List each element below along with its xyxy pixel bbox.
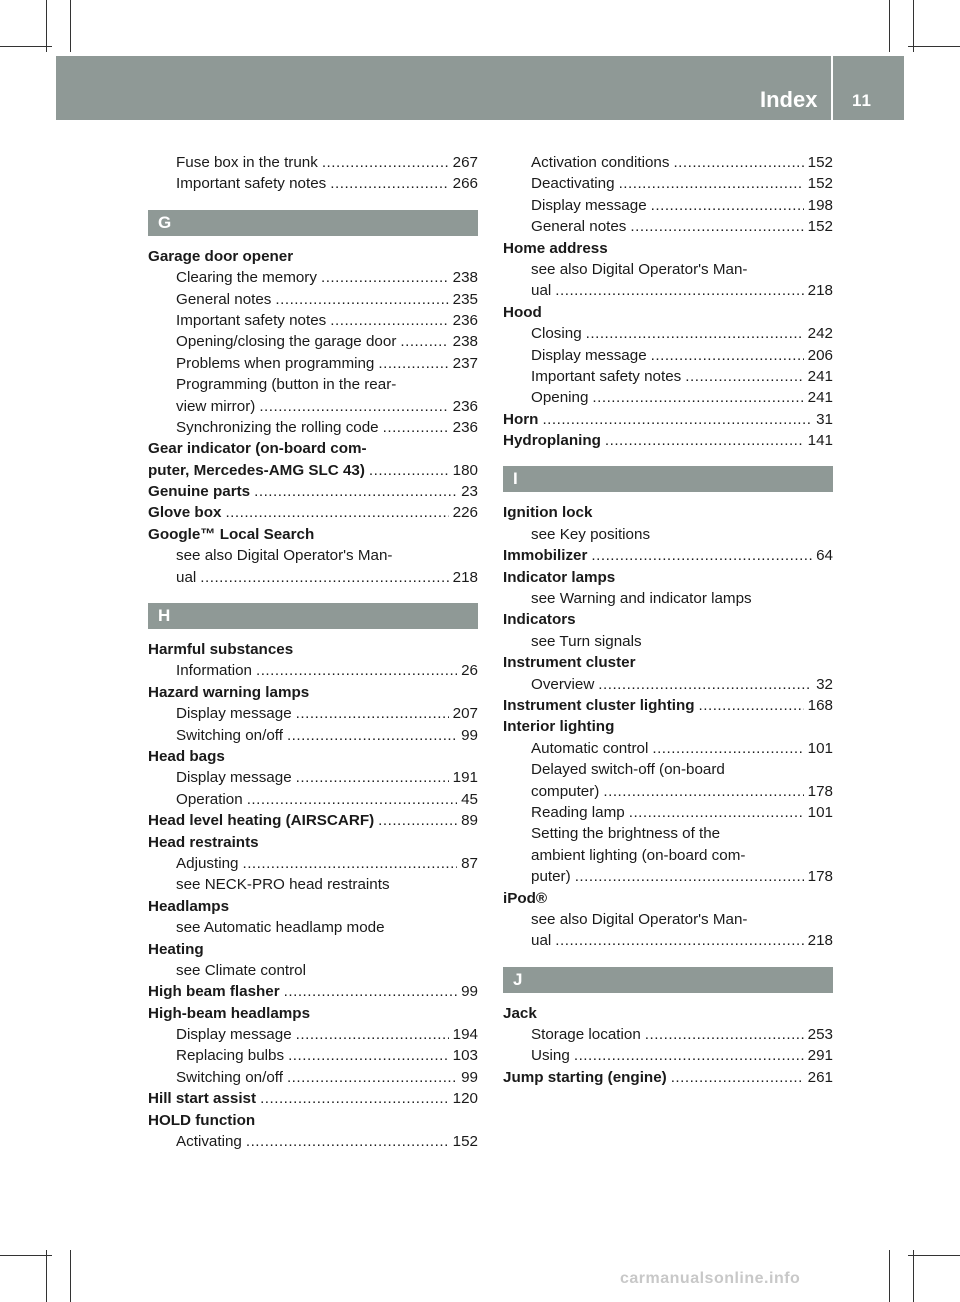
entry-label: Activation conditions bbox=[531, 154, 670, 171]
page-reference: 23 bbox=[461, 483, 478, 501]
page-reference: 242 bbox=[807, 325, 833, 343]
page-reference: 241 bbox=[807, 389, 833, 407]
crop-mark bbox=[889, 0, 890, 52]
page-reference: 152 bbox=[807, 175, 833, 193]
page-reference: 168 bbox=[807, 696, 833, 714]
index-subentry bbox=[503, 845, 833, 866]
leader-dots bbox=[200, 567, 448, 588]
page-reference: 99 bbox=[461, 983, 478, 1001]
entry-label: High beam flasher bbox=[148, 983, 280, 1001]
page-reference: 101 bbox=[807, 803, 833, 821]
index-entry bbox=[148, 502, 478, 523]
page-reference: 235 bbox=[452, 290, 478, 308]
page-number: 11 bbox=[852, 91, 872, 110]
entry-label: Heating bbox=[148, 940, 204, 958]
index-subentry bbox=[148, 310, 478, 331]
entry-label: Head level heating (AIRSCARF) bbox=[148, 812, 375, 830]
index-subentry bbox=[503, 195, 833, 216]
entry-label: Hood bbox=[503, 303, 542, 321]
index-entry bbox=[503, 302, 833, 323]
index-entry bbox=[148, 1003, 478, 1024]
page-reference: 152 bbox=[452, 1133, 478, 1151]
index-entry bbox=[503, 652, 833, 673]
index-entry bbox=[148, 460, 478, 481]
page-reference: 26 bbox=[461, 662, 478, 680]
entry-label: see also Digital Operator's Man- bbox=[176, 547, 393, 565]
entry-label: Display message bbox=[176, 705, 292, 723]
index-subentry bbox=[503, 1024, 833, 1045]
index-subentry bbox=[148, 660, 478, 681]
page-reference: 194 bbox=[452, 1026, 478, 1044]
index-subentry bbox=[148, 960, 478, 981]
index-subentry bbox=[503, 802, 833, 823]
index-entry bbox=[148, 981, 478, 1002]
leader-dots bbox=[288, 1045, 449, 1066]
page-reference: 226 bbox=[452, 504, 478, 522]
index-subentry bbox=[148, 853, 478, 874]
index-subentry bbox=[148, 1131, 478, 1152]
entry-label: Programming (button in the rear- bbox=[176, 376, 397, 394]
entry-label: Reading lamp bbox=[531, 803, 625, 821]
entry-label: ambient lighting (on-board com- bbox=[531, 846, 746, 864]
entry-label: Instrument cluster bbox=[503, 654, 636, 672]
entry-label: Delayed switch-off (on-board bbox=[531, 761, 725, 779]
entry-label: Display message bbox=[176, 769, 292, 787]
entry-label: Gear indicator (on-board com- bbox=[148, 440, 367, 458]
leader-dots bbox=[369, 460, 449, 481]
entry-label: Fuse box in the trunk bbox=[176, 154, 318, 171]
index-subentry bbox=[148, 1067, 478, 1088]
leader-dots bbox=[673, 152, 803, 173]
header-divider bbox=[831, 56, 833, 120]
leader-dots bbox=[378, 810, 457, 831]
section-letter-header: I bbox=[503, 466, 833, 492]
entry-label: Head restraints bbox=[148, 833, 259, 851]
leader-dots bbox=[555, 280, 803, 301]
index-subentry bbox=[148, 1024, 478, 1045]
entry-label: Important safety notes bbox=[176, 311, 327, 329]
leader-dots bbox=[296, 767, 449, 788]
page-reference: 32 bbox=[816, 675, 833, 693]
leader-dots bbox=[247, 789, 457, 810]
index-subentry bbox=[148, 267, 478, 288]
crop-mark bbox=[908, 1255, 960, 1256]
crop-mark bbox=[0, 46, 52, 47]
index-subentry bbox=[503, 781, 833, 802]
index-entry bbox=[148, 810, 478, 831]
page-reference: 237 bbox=[452, 354, 478, 372]
crop-mark bbox=[0, 1255, 52, 1256]
index-subentry bbox=[503, 930, 833, 951]
page-reference: 64 bbox=[816, 547, 833, 565]
leader-dots bbox=[378, 353, 448, 374]
entry-label: Indicators bbox=[503, 611, 576, 629]
entry-label: HOLD function bbox=[148, 1111, 256, 1129]
entry-label: Switching on/off bbox=[176, 1068, 283, 1086]
crop-mark bbox=[908, 46, 960, 47]
crop-mark bbox=[46, 0, 47, 52]
entry-label: General notes bbox=[176, 290, 272, 308]
entry-label: puter, Mercedes-AMG SLC 43) bbox=[148, 461, 365, 479]
index-entry bbox=[503, 1067, 833, 1088]
index-entry bbox=[503, 238, 833, 259]
entry-label: High-beam headlamps bbox=[148, 1004, 311, 1022]
index-entry bbox=[148, 639, 478, 660]
leader-dots bbox=[246, 1131, 449, 1152]
index-entry bbox=[148, 438, 478, 459]
entry-label: Interior lighting bbox=[503, 718, 615, 736]
entry-label: Opening bbox=[531, 389, 589, 407]
page-reference: 261 bbox=[807, 1068, 833, 1086]
index-subentry bbox=[503, 1045, 833, 1066]
index-entry bbox=[148, 481, 478, 502]
leader-dots bbox=[574, 1045, 804, 1066]
entry-label: Display message bbox=[531, 196, 647, 214]
leader-dots bbox=[575, 866, 804, 887]
index-entry bbox=[503, 1003, 833, 1024]
page-reference: 267 bbox=[452, 154, 478, 171]
index-subentry bbox=[503, 323, 833, 344]
index-entry bbox=[503, 716, 833, 737]
entry-label: see also Digital Operator's Man- bbox=[531, 910, 748, 928]
index-entry bbox=[148, 1088, 478, 1109]
page-reference: 266 bbox=[452, 175, 478, 193]
index-subentry bbox=[503, 909, 833, 930]
index-entry bbox=[503, 409, 833, 430]
index-entry bbox=[148, 896, 478, 917]
leader-dots bbox=[685, 366, 803, 387]
entry-label: Display message bbox=[176, 1026, 292, 1044]
leader-dots bbox=[254, 481, 457, 502]
entry-label: Important safety notes bbox=[176, 175, 327, 193]
page-reference: 291 bbox=[807, 1047, 833, 1065]
index-entry bbox=[148, 524, 478, 545]
page-reference: 141 bbox=[807, 432, 833, 450]
crop-mark bbox=[913, 0, 914, 52]
leader-dots bbox=[242, 853, 457, 874]
page-reference: 207 bbox=[452, 705, 478, 723]
leader-dots bbox=[330, 310, 448, 331]
crop-mark bbox=[70, 0, 71, 52]
leader-dots bbox=[603, 781, 803, 802]
index-subentry bbox=[148, 417, 478, 438]
page-reference: 238 bbox=[452, 333, 478, 351]
index-entry bbox=[503, 695, 833, 716]
page-reference: 99 bbox=[461, 726, 478, 744]
index-column-right bbox=[503, 152, 833, 1088]
page-reference: 241 bbox=[807, 367, 833, 385]
page-reference: 103 bbox=[452, 1047, 478, 1065]
index-subentry bbox=[503, 631, 833, 652]
entry-label: see NECK-PRO head restraints bbox=[176, 876, 390, 894]
entry-label: Genuine parts bbox=[148, 483, 251, 501]
leader-dots bbox=[260, 1088, 449, 1109]
leader-dots bbox=[699, 695, 804, 716]
leader-dots bbox=[284, 981, 457, 1002]
leader-dots bbox=[400, 331, 448, 352]
index-subentry bbox=[503, 738, 833, 759]
index-entry bbox=[503, 567, 833, 588]
leader-dots bbox=[645, 1024, 804, 1045]
page-reference: 238 bbox=[452, 269, 478, 287]
leader-dots bbox=[651, 345, 804, 366]
page-reference: 236 bbox=[452, 418, 478, 436]
entry-label: Hazard warning lamps bbox=[148, 683, 310, 701]
entry-label: Using bbox=[531, 1047, 570, 1065]
entry-label: Closing bbox=[531, 325, 582, 343]
index-entry bbox=[503, 502, 833, 523]
page-reference: 218 bbox=[452, 568, 478, 586]
crop-mark bbox=[913, 1250, 914, 1302]
index-subentry bbox=[148, 353, 478, 374]
leader-dots bbox=[598, 674, 812, 695]
leader-dots bbox=[383, 417, 449, 438]
entry-label: Activating bbox=[176, 1133, 242, 1151]
entry-label: Glove box bbox=[148, 504, 222, 522]
page-reference: 236 bbox=[452, 311, 478, 329]
crop-mark bbox=[889, 1250, 890, 1302]
page-reference: 218 bbox=[807, 282, 833, 300]
leader-dots bbox=[322, 152, 449, 173]
entry-label: Clearing the memory bbox=[176, 269, 317, 287]
entry-label: computer) bbox=[531, 782, 600, 800]
entry-label: Home address bbox=[503, 239, 608, 257]
entry-label: Important safety notes bbox=[531, 367, 682, 385]
entry-label: Garage door opener bbox=[148, 247, 294, 265]
leader-dots bbox=[256, 660, 457, 681]
leader-dots bbox=[296, 703, 449, 724]
watermark: carmanualsonline.info bbox=[620, 1270, 801, 1287]
entry-label: Storage location bbox=[531, 1026, 641, 1044]
leader-dots bbox=[296, 1024, 449, 1045]
entry-label: Horn bbox=[503, 410, 539, 428]
leader-dots bbox=[259, 396, 448, 417]
leader-dots bbox=[555, 930, 803, 951]
index-subentry bbox=[503, 759, 833, 780]
leader-dots bbox=[671, 1067, 804, 1088]
index-subentry bbox=[148, 289, 478, 310]
entry-label: view mirror) bbox=[176, 397, 256, 415]
page-reference: 45 bbox=[461, 790, 478, 808]
page-title: Index bbox=[760, 87, 818, 112]
leader-dots bbox=[287, 725, 457, 746]
entry-label: Problems when programming bbox=[176, 354, 375, 372]
entry-label: Ignition lock bbox=[503, 504, 593, 522]
index-entry bbox=[148, 1110, 478, 1131]
page-reference: 87 bbox=[461, 854, 478, 872]
entry-label: see Turn signals bbox=[531, 632, 642, 650]
entry-label: see Key positions bbox=[531, 525, 651, 543]
entry-label: Deactivating bbox=[531, 175, 615, 193]
page-reference: 31 bbox=[816, 410, 833, 428]
leader-dots bbox=[591, 545, 812, 566]
entry-label: see Automatic headlamp mode bbox=[176, 919, 385, 937]
index-subentry bbox=[503, 345, 833, 366]
index-entry bbox=[148, 246, 478, 267]
page-reference: 206 bbox=[807, 346, 833, 364]
entry-label: Setting the brightness of the bbox=[531, 825, 721, 843]
index-subentry bbox=[148, 1045, 478, 1066]
entry-label: Display message bbox=[531, 346, 647, 364]
entry-label: Google™ Local Search bbox=[148, 525, 315, 543]
entry-label: ual bbox=[531, 932, 552, 950]
entry-label: General notes bbox=[531, 218, 627, 236]
page-reference: 99 bbox=[461, 1068, 478, 1086]
index-subentry bbox=[503, 216, 833, 237]
entry-label: Immobilizer bbox=[503, 547, 588, 565]
index-subentry bbox=[148, 767, 478, 788]
entry-label: Synchronizing the rolling code bbox=[176, 418, 379, 436]
index-subentry bbox=[503, 173, 833, 194]
index-subentry bbox=[503, 823, 833, 844]
page-reference: 191 bbox=[452, 769, 478, 787]
leader-dots bbox=[652, 738, 803, 759]
section-letter-header: G bbox=[148, 210, 478, 236]
entry-label: Indicator lamps bbox=[503, 568, 616, 586]
index-subentry bbox=[503, 366, 833, 387]
leader-dots bbox=[629, 802, 804, 823]
page-reference: 198 bbox=[807, 196, 833, 214]
index-subentry bbox=[148, 396, 478, 417]
index-subentry bbox=[148, 703, 478, 724]
index-subentry bbox=[148, 331, 478, 352]
index-entry bbox=[503, 609, 833, 630]
index-subentry bbox=[148, 789, 478, 810]
entry-label: Automatic control bbox=[531, 739, 649, 757]
entry-label: Overview bbox=[531, 675, 595, 693]
entry-label: Hydroplaning bbox=[503, 432, 601, 450]
entry-label: Headlamps bbox=[148, 897, 230, 915]
entry-label: Operation bbox=[176, 790, 243, 808]
entry-label: Adjusting bbox=[176, 854, 239, 872]
entry-label: Switching on/off bbox=[176, 726, 283, 744]
page-reference: 218 bbox=[807, 932, 833, 950]
index-subentry bbox=[148, 917, 478, 938]
index-subentry bbox=[503, 152, 833, 173]
leader-dots bbox=[630, 216, 803, 237]
leader-dots bbox=[651, 195, 804, 216]
leader-dots bbox=[542, 409, 812, 430]
index-column-left bbox=[148, 152, 478, 1152]
entry-label: see Warning and indicator lamps bbox=[531, 590, 752, 608]
index-subentry bbox=[503, 674, 833, 695]
page-reference: 178 bbox=[807, 868, 833, 886]
index-subentry bbox=[148, 545, 478, 566]
index-subentry bbox=[148, 152, 478, 173]
page-reference: 180 bbox=[452, 461, 478, 479]
index-subentry bbox=[503, 524, 833, 545]
page-reference: 152 bbox=[807, 154, 833, 171]
entry-label: iPod® bbox=[503, 889, 548, 907]
index-subentry bbox=[148, 567, 478, 588]
entry-label: Jump starting (engine) bbox=[503, 1068, 667, 1086]
index-subentry bbox=[503, 259, 833, 280]
crop-mark bbox=[46, 1250, 47, 1302]
entry-label: see also Digital Operator's Man- bbox=[531, 260, 748, 278]
leader-dots bbox=[275, 289, 448, 310]
entry-label: ual bbox=[531, 282, 552, 300]
entry-label: Instrument cluster lighting bbox=[503, 696, 695, 714]
index-entry bbox=[503, 888, 833, 909]
page-reference: 101 bbox=[807, 739, 833, 757]
index-entry bbox=[148, 832, 478, 853]
entry-label: Opening/closing the garage door bbox=[176, 333, 397, 351]
section-letter-header: J bbox=[503, 967, 833, 993]
leader-dots bbox=[330, 173, 448, 194]
entry-label: Jack bbox=[503, 1004, 537, 1022]
entry-label: Harmful substances bbox=[148, 641, 294, 659]
entry-label: Information bbox=[176, 662, 252, 680]
index-entry bbox=[148, 939, 478, 960]
leader-dots bbox=[225, 502, 448, 523]
index-subentry bbox=[503, 280, 833, 301]
leader-dots bbox=[287, 1067, 457, 1088]
index-subentry bbox=[503, 387, 833, 408]
leader-dots bbox=[592, 387, 803, 408]
page-reference: 89 bbox=[461, 812, 478, 830]
page-reference: 178 bbox=[807, 782, 833, 800]
leader-dots bbox=[605, 430, 804, 451]
page-reference: 253 bbox=[807, 1026, 833, 1044]
index-subentry bbox=[148, 874, 478, 895]
index-subentry bbox=[148, 725, 478, 746]
entry-label: Replacing bulbs bbox=[176, 1047, 285, 1065]
entry-label: puter) bbox=[531, 868, 571, 886]
page-reference: 152 bbox=[807, 218, 833, 236]
leader-dots bbox=[321, 267, 449, 288]
index-entry bbox=[148, 682, 478, 703]
entry-label: ual bbox=[176, 568, 197, 586]
page-reference: 236 bbox=[452, 397, 478, 415]
leader-dots bbox=[586, 323, 804, 344]
index-entry bbox=[148, 746, 478, 767]
entry-label: Hill start assist bbox=[148, 1090, 257, 1108]
index-subentry bbox=[148, 173, 478, 194]
leader-dots bbox=[619, 173, 804, 194]
page-reference: 120 bbox=[452, 1090, 478, 1108]
crop-mark bbox=[70, 1250, 71, 1302]
section-letter-header: H bbox=[148, 603, 478, 629]
entry-label: see Climate control bbox=[176, 961, 306, 979]
entry-label: Head bags bbox=[148, 747, 225, 765]
index-subentry bbox=[503, 866, 833, 887]
index-entry bbox=[503, 545, 833, 566]
index-subentry bbox=[503, 588, 833, 609]
index-entry bbox=[503, 430, 833, 451]
index-subentry bbox=[148, 374, 478, 395]
